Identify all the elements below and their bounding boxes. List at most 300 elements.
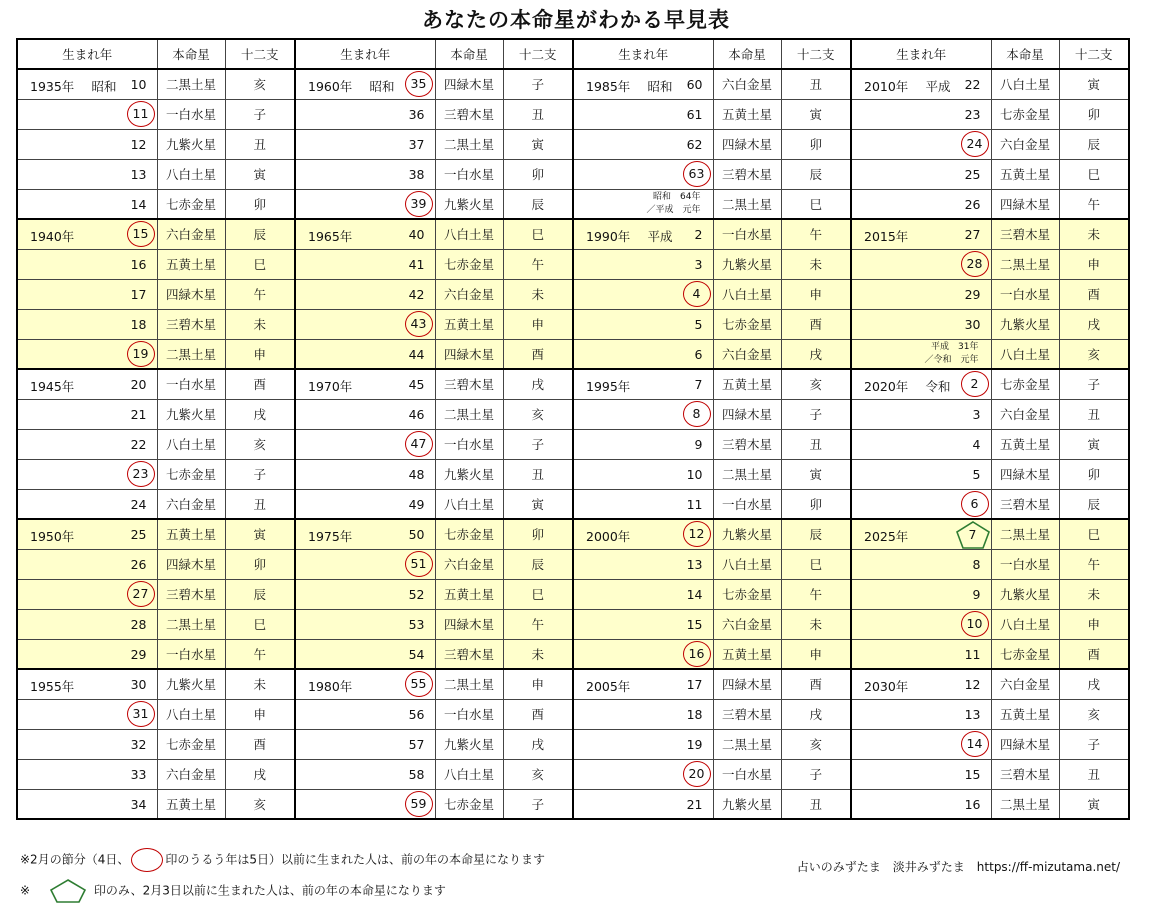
header-year: 生まれ年 (17, 39, 157, 69)
honmeisei-cell: 二黒土星 (435, 399, 503, 429)
zodiac-cell: 卯 (503, 519, 573, 549)
birth-year-cell (851, 159, 991, 189)
leap-year-circle-icon: 63 (683, 161, 711, 187)
zodiac-cell: 子 (503, 789, 573, 819)
zodiac-cell: 午 (503, 249, 573, 279)
zodiac-cell: 寅 (225, 519, 295, 549)
leap-year-circle-icon: 10 (961, 611, 989, 637)
birth-year-cell (851, 609, 991, 639)
era-year-number: 13 (964, 706, 981, 722)
zodiac-cell: 午 (503, 609, 573, 639)
era-year-number: 13 (686, 556, 703, 572)
zodiac-cell: 子 (1059, 729, 1129, 759)
header-year: 生まれ年 (573, 39, 713, 69)
era-year-number: 45 (408, 377, 425, 392)
header-year: 生まれ年 (851, 39, 991, 69)
birth-year-cell (295, 159, 435, 189)
birth-year-cell (573, 399, 713, 429)
honmeisei-cell: 五黄土星 (157, 249, 225, 279)
zodiac-cell: 午 (225, 279, 295, 309)
honmeisei-cell: 七赤金星 (991, 639, 1059, 669)
zodiac-cell: 卯 (225, 549, 295, 579)
birth-year-cell (851, 219, 991, 249)
year-label: 1985年 (586, 79, 631, 94)
table-row (17, 279, 1129, 309)
birth-year-cell (17, 699, 157, 729)
honmeisei-cell: 四緑木星 (435, 69, 503, 99)
honmeisei-cell: 一白水星 (991, 279, 1059, 309)
era-year-number: 33 (130, 766, 147, 782)
birth-year-cell (295, 699, 435, 729)
honmeisei-cell: 五黄土星 (157, 789, 225, 819)
era-year-number: 16 (964, 796, 981, 812)
honmeisei-cell: 二黒土星 (157, 609, 225, 639)
table-row (17, 639, 1129, 669)
honmeisei-cell: 九紫火星 (435, 729, 503, 759)
zodiac-cell: 巳 (503, 579, 573, 609)
era-year-number: 17 (130, 286, 147, 302)
era-transition-line-2: ／令和 元年 (924, 354, 979, 365)
zodiac-cell: 子 (225, 99, 295, 129)
page-title: あなたの本命星がわかる早見表 (422, 8, 730, 32)
honmeisei-cell: 一白水星 (435, 159, 503, 189)
birth-year-cell (295, 279, 435, 309)
birth-year-cell (17, 399, 157, 429)
header-zodiac: 十二支 (225, 39, 295, 69)
era-year-number: 41 (408, 256, 425, 272)
table-row (17, 429, 1129, 459)
zodiac-cell: 未 (781, 609, 851, 639)
birth-year-cell (17, 729, 157, 759)
note-2-prefix: ※ (20, 883, 31, 898)
table-row (17, 699, 1129, 729)
table-row (17, 309, 1129, 339)
birth-year-cell (295, 759, 435, 789)
era-year-number: 56 (408, 706, 425, 722)
honmeisei-cell: 四緑木星 (991, 729, 1059, 759)
birth-year-cell (17, 639, 157, 669)
birth-year-cell (17, 459, 157, 489)
birth-year-cell (295, 729, 435, 759)
zodiac-cell: 子 (781, 399, 851, 429)
table-row (17, 249, 1129, 279)
note-2-suffix: 印のみ、2月3日以前に生まれた人は、前の年の本命星になります (93, 883, 446, 898)
zodiac-cell: 卯 (781, 129, 851, 159)
table-row (17, 399, 1129, 429)
honmeisei-cell: 二黒土星 (435, 669, 503, 699)
honmeisei-cell: 三碧木星 (713, 699, 781, 729)
honmeisei-cell: 五黄土星 (435, 309, 503, 339)
honmeisei-cell: 八白土星 (435, 489, 503, 519)
honmeisei-cell: 九紫火星 (435, 189, 503, 219)
era-year-number: 42 (408, 286, 425, 302)
era-year-number: 11 (964, 646, 981, 662)
table-row (17, 579, 1129, 609)
era-year-number: 37 (408, 136, 425, 152)
era-year-number: 44 (408, 346, 425, 362)
year-label: 1950年 (30, 529, 75, 544)
zodiac-cell: 子 (225, 459, 295, 489)
birth-year-cell (573, 249, 713, 279)
zodiac-cell: 寅 (1059, 429, 1129, 459)
era-year-number: 12 (964, 677, 981, 692)
era-transition-line-1: 昭和 64年 (653, 191, 701, 202)
birth-year-cell (851, 489, 991, 519)
honmeisei-cell: 八白土星 (991, 609, 1059, 639)
table-row (17, 729, 1129, 759)
zodiac-cell: 申 (781, 639, 851, 669)
era-year-number: 22 (964, 77, 981, 92)
birth-year-cell (295, 219, 435, 249)
honmeisei-cell: 四緑木星 (435, 609, 503, 639)
zodiac-cell: 巳 (225, 249, 295, 279)
birth-year-cell (17, 579, 157, 609)
honmeisei-cell: 七赤金星 (157, 189, 225, 219)
era-year-number: 28 (130, 616, 147, 632)
era-year-number: 5 (972, 466, 981, 482)
zodiac-cell: 未 (781, 249, 851, 279)
table-row (17, 159, 1129, 189)
zodiac-cell: 子 (503, 69, 573, 99)
year-label: 2030年 (864, 679, 909, 694)
zodiac-cell: 亥 (503, 399, 573, 429)
birth-year-cell (295, 99, 435, 129)
header-year: 生まれ年 (295, 39, 435, 69)
honmeisei-cell: 九紫火星 (991, 309, 1059, 339)
era-label: 昭和 (647, 79, 673, 94)
era-year-number: 5 (694, 316, 703, 332)
honmeisei-cell: 五黄土星 (713, 369, 781, 399)
birth-year-cell (17, 249, 157, 279)
year-label: 2025年 (864, 529, 909, 544)
era-year-number: 9 (694, 436, 703, 452)
honmeisei-cell: 三碧木星 (991, 759, 1059, 789)
era-transition-line-1: 平成 31年 (931, 341, 979, 352)
leap-year-circle-icon: 12 (683, 521, 711, 547)
year-label: 1990年 (586, 229, 631, 244)
honmeisei-cell: 八白土星 (991, 69, 1059, 99)
birth-year-cell (295, 609, 435, 639)
honmeisei-cell: 五黄土星 (991, 699, 1059, 729)
honmeisei-cell: 三碧木星 (713, 429, 781, 459)
birth-year-cell (851, 459, 991, 489)
zodiac-cell: 巳 (781, 549, 851, 579)
zodiac-cell: 申 (503, 669, 573, 699)
zodiac-cell: 丑 (781, 789, 851, 819)
year-label: 1980年 (308, 679, 353, 694)
honmeisei-cell: 七赤金星 (435, 249, 503, 279)
header-star: 本命星 (713, 39, 781, 69)
era-year-number: 61 (686, 106, 703, 122)
header-star: 本命星 (435, 39, 503, 69)
era-year-number: 9 (972, 586, 981, 602)
honmeisei-cell: 一白水星 (157, 99, 225, 129)
honmeisei-cell: 七赤金星 (713, 309, 781, 339)
birth-year-cell (295, 189, 435, 219)
birth-year-cell (573, 309, 713, 339)
birth-year-cell (573, 339, 713, 369)
leap-year-circle-icon: 39 (405, 191, 433, 217)
birth-year-cell (573, 609, 713, 639)
era-year-number: 14 (686, 586, 703, 602)
honmeisei-cell: 九紫火星 (991, 579, 1059, 609)
year-label: 2005年 (586, 679, 631, 694)
honmeisei-cell: 二黒土星 (157, 69, 225, 99)
era-year-number: 10 (686, 466, 703, 482)
era-year-number: 30 (130, 677, 147, 692)
zodiac-cell: 戌 (781, 699, 851, 729)
era-year-number: 30 (964, 316, 981, 332)
zodiac-cell: 丑 (503, 459, 573, 489)
zodiac-cell: 戌 (781, 339, 851, 369)
zodiac-cell: 戌 (225, 399, 295, 429)
birth-year-cell (851, 579, 991, 609)
honmeisei-cell: 八白土星 (157, 699, 225, 729)
era-year-number: 17 (686, 677, 703, 692)
era-label: 令和 (925, 379, 951, 394)
honmeisei-cell: 一白水星 (435, 699, 503, 729)
honmeisei-cell: 七赤金星 (435, 519, 503, 549)
era-year-number: 19 (686, 736, 703, 752)
birth-year-cell (851, 429, 991, 459)
birth-year-cell (573, 519, 713, 549)
zodiac-cell: 巳 (503, 219, 573, 249)
birth-year-cell (573, 639, 713, 669)
birth-year-cell (851, 549, 991, 579)
honmeisei-cell: 二黒土星 (713, 459, 781, 489)
zodiac-cell: 辰 (503, 189, 573, 219)
birth-year-cell (851, 789, 991, 819)
era-year-number: 26 (964, 196, 981, 212)
honmeisei-cell: 四緑木星 (713, 129, 781, 159)
honmeisei-cell: 四緑木星 (713, 669, 781, 699)
era-year-number: 4 (972, 436, 981, 452)
zodiac-cell: 午 (225, 639, 295, 669)
note-1-suffix: 印のうるう年は5日）以前に生まれた人は、前の年の本命星になります (165, 852, 545, 867)
birth-year-cell (295, 489, 435, 519)
era-year-number: 8 (972, 556, 981, 572)
birth-year-cell (573, 669, 713, 699)
zodiac-cell: 亥 (781, 369, 851, 399)
zodiac-cell: 戌 (503, 369, 573, 399)
zodiac-cell: 酉 (225, 729, 295, 759)
header-zodiac: 十二支 (503, 39, 573, 69)
zodiac-cell: 未 (503, 279, 573, 309)
zodiac-cell: 寅 (1059, 69, 1129, 99)
birth-year-cell (851, 279, 991, 309)
zodiac-cell: 辰 (225, 219, 295, 249)
honmeisei-cell: 五黄土星 (991, 159, 1059, 189)
honmeisei-cell: 一白水星 (157, 369, 225, 399)
era-year-number: 26 (130, 556, 147, 572)
leap-year-circle-icon: 2 (961, 371, 989, 397)
honmeisei-cell: 六白金星 (157, 219, 225, 249)
honmeisei-cell: 八白土星 (157, 429, 225, 459)
zodiac-cell: 午 (781, 579, 851, 609)
honmeisei-cell: 四緑木星 (713, 399, 781, 429)
leap-year-circle-icon: 14 (961, 731, 989, 757)
birth-year-cell (573, 699, 713, 729)
honmeisei-cell: 九紫火星 (713, 249, 781, 279)
birth-year-cell (17, 789, 157, 819)
birth-year-cell (295, 519, 435, 549)
zodiac-cell: 申 (503, 309, 573, 339)
birth-year-cell (573, 279, 713, 309)
header-star: 本命星 (991, 39, 1059, 69)
birth-year-cell (573, 69, 713, 99)
honmeisei-table (16, 38, 1130, 820)
birth-year-cell (17, 429, 157, 459)
leap-year-circle-icon: 28 (961, 251, 989, 277)
era-year-number: 10 (130, 77, 147, 92)
table-row (17, 129, 1129, 159)
zodiac-cell: 午 (781, 219, 851, 249)
zodiac-cell: 寅 (781, 99, 851, 129)
honmeisei-cell: 九紫火星 (157, 669, 225, 699)
era-year-number: 2 (694, 227, 703, 242)
honmeisei-cell: 三碧木星 (991, 489, 1059, 519)
era-year-number: 29 (964, 286, 981, 302)
honmeisei-cell: 二黒土星 (991, 789, 1059, 819)
zodiac-cell: 酉 (1059, 639, 1129, 669)
era-year-number: 54 (408, 646, 425, 662)
zodiac-cell: 亥 (225, 429, 295, 459)
birth-year-cell (295, 129, 435, 159)
era-label: 昭和 (91, 79, 117, 94)
zodiac-cell: 寅 (503, 489, 573, 519)
honmeisei-cell: 六白金星 (713, 69, 781, 99)
birth-year-cell (573, 129, 713, 159)
era-year-number: 60 (686, 77, 703, 92)
red-circle-icon (131, 848, 163, 872)
header-zodiac: 十二支 (781, 39, 851, 69)
birth-year-cell (573, 489, 713, 519)
birth-year-cell (295, 669, 435, 699)
era-year-number: 29 (130, 646, 147, 662)
year-label: 1935年 (30, 79, 75, 94)
zodiac-cell: 申 (1059, 249, 1129, 279)
zodiac-cell: 巳 (225, 609, 295, 639)
zodiac-cell: 丑 (225, 489, 295, 519)
zodiac-cell: 卯 (503, 159, 573, 189)
zodiac-cell: 戌 (1059, 309, 1129, 339)
honmeisei-cell: 三碧木星 (435, 369, 503, 399)
zodiac-cell: 亥 (225, 789, 295, 819)
honmeisei-cell: 一白水星 (435, 429, 503, 459)
era-year-number: 7 (968, 527, 977, 542)
leap-year-circle-icon: 27 (127, 581, 155, 607)
zodiac-cell: 巳 (1059, 519, 1129, 549)
era-year-number: 24 (130, 496, 147, 512)
zodiac-cell: 丑 (1059, 399, 1129, 429)
era-year-number: 23 (964, 106, 981, 122)
honmeisei-cell: 三碧木星 (157, 309, 225, 339)
honmeisei-cell: 五黄土星 (435, 579, 503, 609)
credit-text: 占いのみずたま 淡井みずたま https://ff-mizutama.net/ (796, 860, 1120, 874)
honmeisei-cell: 八白土星 (713, 279, 781, 309)
leap-year-circle-icon: 31 (127, 701, 155, 727)
zodiac-cell: 辰 (225, 579, 295, 609)
honmeisei-cell: 三碧木星 (713, 159, 781, 189)
honmeisei-cell: 七赤金星 (435, 789, 503, 819)
birth-year-cell (851, 519, 991, 549)
honmeisei-cell: 五黄土星 (713, 99, 781, 129)
era-transition-line-2: ／平成 元年 (646, 204, 701, 215)
honmeisei-cell: 一白水星 (713, 759, 781, 789)
zodiac-cell: 亥 (225, 69, 295, 99)
zodiac-cell: 戌 (1059, 669, 1129, 699)
zodiac-cell: 丑 (225, 129, 295, 159)
leap-year-circle-icon: 43 (405, 311, 433, 337)
birth-year-cell (851, 639, 991, 669)
honmeisei-cell: 一白水星 (713, 219, 781, 249)
birth-year-cell (295, 369, 435, 399)
birth-year-cell (573, 159, 713, 189)
birth-year-cell (851, 669, 991, 699)
birth-year-cell (295, 429, 435, 459)
era-year-number: 52 (408, 586, 425, 602)
year-label: 2010年 (864, 79, 909, 94)
zodiac-cell: 未 (225, 669, 295, 699)
birth-year-cell (573, 789, 713, 819)
birth-year-cell (851, 759, 991, 789)
era-year-number: 27 (964, 227, 981, 242)
birth-year-cell (295, 69, 435, 99)
honmeisei-cell: 六白金星 (713, 609, 781, 639)
zodiac-cell: 巳 (781, 189, 851, 219)
birth-year-cell (851, 99, 991, 129)
honmeisei-cell: 二黒土星 (991, 519, 1059, 549)
honmeisei-cell: 七赤金星 (157, 729, 225, 759)
table-row (17, 789, 1129, 819)
green-pentagon-icon (48, 878, 88, 904)
birth-year-cell (17, 549, 157, 579)
leap-year-circle-icon: 35 (405, 71, 433, 97)
header-star: 本命星 (157, 39, 225, 69)
honmeisei-cell: 三碧木星 (435, 99, 503, 129)
table-row (17, 219, 1129, 249)
era-transition-note (646, 191, 700, 217)
leap-year-circle-icon: 51 (405, 551, 433, 577)
table-row (17, 519, 1129, 549)
era-year-number: 50 (408, 527, 425, 542)
honmeisei-cell: 七赤金星 (713, 579, 781, 609)
birth-year-cell (17, 309, 157, 339)
zodiac-cell: 酉 (503, 339, 573, 369)
note-pentagon (20, 878, 446, 904)
zodiac-cell: 寅 (781, 459, 851, 489)
era-year-number: 38 (408, 166, 425, 182)
birth-year-cell (295, 459, 435, 489)
leap-year-circle-icon: 15 (127, 221, 155, 247)
birth-year-cell (17, 759, 157, 789)
birth-year-cell (295, 579, 435, 609)
era-year-number: 6 (694, 346, 703, 362)
era-year-number: 32 (130, 736, 147, 752)
leap-year-circle-icon: 6 (961, 491, 989, 517)
era-year-number: 3 (694, 256, 703, 272)
era-year-number: 25 (964, 166, 981, 182)
birth-year-cell (17, 369, 157, 399)
year-label: 1965年 (308, 229, 353, 244)
year-label: 1995年 (586, 379, 631, 394)
honmeisei-cell: 二黒土星 (435, 129, 503, 159)
era-year-number: 57 (408, 736, 425, 752)
era-year-number: 21 (130, 406, 147, 422)
table-row (17, 759, 1129, 789)
era-year-number: 15 (686, 616, 703, 632)
leap-year-circle-icon: 24 (961, 131, 989, 157)
